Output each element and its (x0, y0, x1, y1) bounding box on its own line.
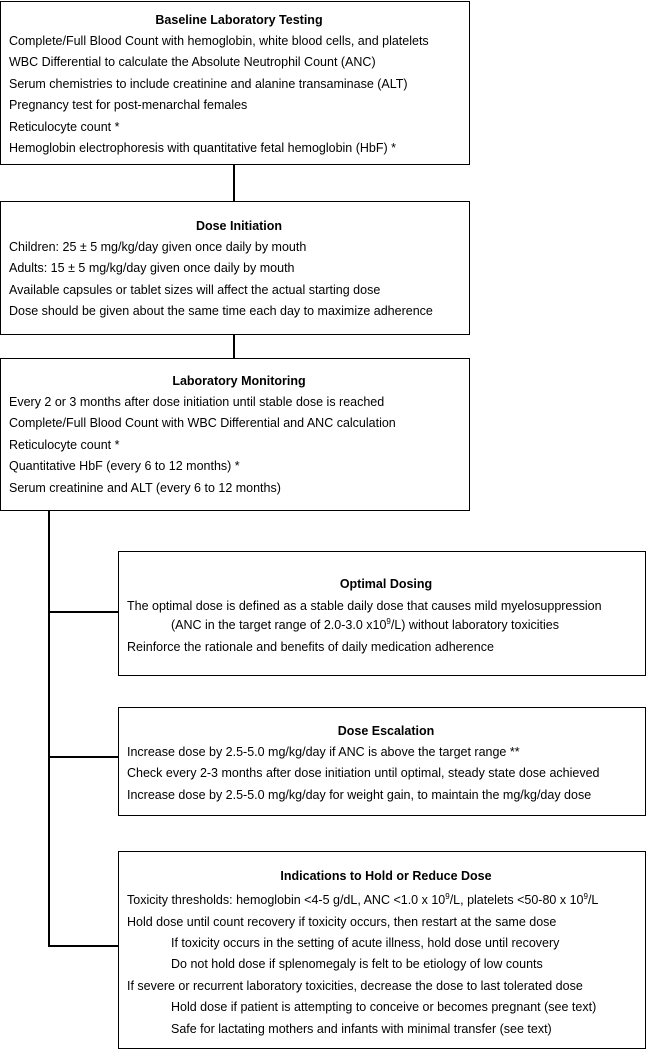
escalation-item: Increase dose by 2.5-5.0 mg/kg/day for weight gain, to maintain the mg/kg/day dose (127, 787, 592, 802)
monitoring-item: Reticulocyte count * (9, 437, 120, 452)
toxicity-thresholds (127, 886, 645, 912)
connector-to-hold (48, 945, 119, 947)
monitoring-item: Complete/Full Blood Count with WBC Differential and ANC calculation (9, 416, 396, 431)
optimal-dosing-title: Optimal Dosing (339, 577, 433, 591)
optimal-definition-line2: (ANC in the target range of 2.0-3.0 x10 (171, 618, 387, 633)
baseline-item: WBC Differential to calculate the Absolute Neutrophil Count (ANC) (9, 55, 376, 70)
baseline-item: Hemoglobin electrophoresis with quantitative fetal hemoglobin (HbF) * (9, 141, 397, 156)
escalation-item: Increase dose by 2.5-5.0 mg/kg/day if ANC is above the target range ** (127, 745, 520, 759)
hold-item: Hold dose until count recovery if toxicity occurs, then restart at the same dose (127, 914, 557, 929)
baseline-item: Complete/Full Blood Count with hemoglobin, white blood cells, and platelets (9, 34, 429, 48)
toxicity-thresholds-unit: /L (587, 893, 599, 908)
superscript-9: 9 (386, 617, 391, 626)
laboratory-monitoring-box (0, 358, 470, 511)
baseline-item: Pregnancy test for post-menarchal females (9, 98, 248, 113)
connector-baseline-to-initiation (233, 164, 235, 202)
optimal-dosing-definition (127, 599, 645, 633)
connector-initiation-to-monitoring (233, 334, 235, 358)
optimal-definition-line2-end: /L) without laboratory toxicities (390, 618, 559, 633)
hold-subitem: Hold dose if patient is attempting to conceive or becomes pregnant (see text) (171, 1000, 597, 1015)
connector-monitoring-trunk (48, 510, 50, 946)
hold-subitem: Safe for lactating mothers and infants with minimal transfer (see text) (171, 1021, 552, 1036)
baseline-title: Baseline Laboratory Testing (155, 13, 323, 27)
dose-initiation-box (0, 201, 470, 335)
toxicity-thresholds-text: Toxicity thresholds: hemoglobin <4-5 g/dL, ANC <1.0 x 10 (127, 893, 446, 908)
hold-reduce-dose-box (118, 851, 646, 1049)
dose-initiation-title: Dose Initiation (195, 219, 283, 233)
dose-escalation-box (118, 707, 646, 816)
dose-initiation-item: Available capsules or tablet sizes will affect the actual starting dose (9, 282, 381, 297)
toxicity-thresholds-platelets: /L, platelets <50-80 x 10 (449, 893, 584, 908)
connector-to-optimal (48, 611, 119, 613)
escalation-item: Check every 2-3 months after dose initiation until optimal, steady state dose achieved (127, 766, 600, 781)
optimal-dosing-box (118, 551, 646, 676)
superscript-9: 9 (583, 892, 588, 901)
hold-subitem: If toxicity occurs in the setting of acute illness, hold dose until recovery (171, 935, 560, 950)
hold-reduce-title: Indications to Hold or Reduce Dose (280, 869, 492, 883)
superscript-9: 9 (445, 892, 450, 901)
monitoring-item: Serum creatinine and ALT (every 6 to 12 months) (9, 480, 281, 495)
dose-escalation-title: Dose Escalation (337, 724, 435, 738)
hold-item: If severe or recurrent laboratory toxicities, decrease the dose to last tolerated dose (127, 978, 583, 993)
baseline-item: Reticulocyte count * (9, 119, 120, 134)
optimal-dosing-adherence: Reinforce the rationale and benefits of daily medication adherence (127, 640, 494, 655)
hold-subitem: Do not hold dose if splenomegaly is felt to be etiology of low counts (171, 957, 543, 972)
optimal-definition-line1: The optimal dose is defined as a stable daily dose that causes mild myelosuppression (127, 599, 602, 613)
laboratory-monitoring-title: Laboratory Monitoring (172, 374, 306, 388)
baseline-testing-box (0, 1, 470, 165)
monitoring-item: Every 2 or 3 months after dose initiation until stable dose is reached (9, 395, 385, 409)
baseline-item: Serum chemistries to include creatinine and alanine transaminase (ALT) (9, 76, 408, 91)
dose-initiation-item: Dose should be given about the same time each day to maximize adherence (9, 304, 433, 319)
monitoring-item: Quantitative HbF (every 6 to 12 months) * (9, 459, 240, 474)
connector-to-escalation (48, 756, 119, 758)
dose-initiation-item: Children: 25 ± 5 mg/kg/day given once daily by mouth (9, 240, 307, 254)
dose-initiation-item: Adults: 15 ± 5 mg/kg/day given once daily by mouth (9, 261, 295, 276)
